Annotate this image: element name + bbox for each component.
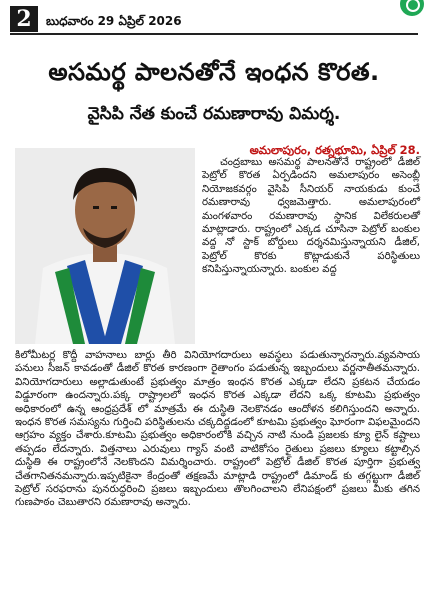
header-divider	[10, 33, 418, 35]
article-paragraph: కిలోమీటర్ల కొద్దీ వాహనాలు బార్లు తీరి వినియోగదారులు అవస్థలు పడుతున్నారన్నారు.వ్యవసాయ పనులు సీజన్ కావడంతో డీజిల్ కొరత కారణంగా రైతాంగం పడుతున్న ఇబ్బందులు వర్ణనాతీతమన్నారు. వినియోగదారులు అల్లాడుతుంటే ప్రభుత్వం మాత్రం ఇంధన కొరత ఎక్కడా లేదని ప్రకటన చేయడం విడ్డూరంగా ఉందన్నారు.పక్క రాష్ట్రాలలో ఇంధన కొరత ఎక్కడా లేదని ఒక్క కూటమి ప్రభుత్వం అధికారంలో ఉన్న ఆంధ్రప్రదేశ్ లో మాత్రమే ఈ దుస్థితి నెలకొనడం ఆందోళన కలిగిస్తుందని అన్నారు. ఇంధన కొరత సమస్యను గుర్తించి పరిస్థితులను చక్కదిద్దడంలో కూటమి ప్రభుత్వం ఘోరంగా విఫలమైందని ఆగ్రహం వ్యక్తం చేశారు.కూటమి ప్రభుత్వం అధికారంలోకి వచ్చిన నాటి నుండి ప్రజలకు క్యూ లైన్ కష్టాలు తప్పడం లేదన్నారు. విత్తనాలు ఎరువులు గ్యాస్ వంటి వాటికోసం రైతులు ప్రజలు క్యూలు కట్టాల్సిన దుస్థితి ఈ రాష్ట్రంలోనే నెలకొందని విమర్శించారు. రాష్ట్రంలో పెట్రోల్ డీజిల్ కొరత పూర్తిగా ప్రభుత్వ చేతగానితనమన్నారు.ఇప్పటికైనా కేంద్రంతో తక్షణమే మాట్లాడి రాష్ట్రంలో డిమాండ్ కు తగ్గట్టుగా డీజిల్ పెట్రోల్ సరఫరాను పునరుద్ధరించి ప్రజలు ఇబ్బందులు తొలగించాలని లేనిపక్షంలో ప్రజలు మీకు తగిన గుణపాఠం చెబుతారని రమణారావు అన్నారు.	[15, 350, 420, 509]
article-subheadline: వైసిపి నేత కుంచే రమణారావు విమర్శ.	[87, 104, 341, 124]
article-paragraph: చంద్రబాబు అసమర్థ పాలనతోనే రాష్ట్రంలో డీజిల్ పెట్రోల్ కొరత ఏర్పడిందని అమలాపురం అసెంబ్లీ నియోజకవర్గం వైసిపి సీనియర్ నాయకుడు కుంచే రమణారావు ధ్వజమెత్తారు. అమలాపురంలో మంగళవారం రమణారావు స్థానిక విలేకరులతో మాట్లాడారు. రాష్ట్రంలో ఎక్కడ చూసినా పెట్రోల్ బంకుల వద్ద నో స్టాక్ బోర్డులు దర్శనమిస్తున్నాయని డీజిల్, పెట్రోల్ కొరకు కొట్లాడుకునే పరిస్థితులు కనిపిస్తున్నాయన్నారు. బంకుల వద్ద	[202, 157, 420, 276]
page-number: 2	[10, 6, 38, 32]
article-headline: అసమర్థ పాలనతోనే ఇంధన కొరత.	[48, 58, 380, 86]
portrait-illustration	[15, 148, 195, 344]
page-header	[0, 0, 428, 34]
article-body-full	[15, 349, 420, 510]
issue-date: బుధవారం 29 ఏప్రిల్ 2026	[46, 14, 182, 28]
person-photo	[15, 148, 195, 344]
whatsapp-icon[interactable]	[400, 0, 424, 16]
article-dateline: అమలాపురం, రత్నభూమి, ఏప్రిల్ 28.	[249, 143, 420, 157]
article-body-column	[202, 156, 420, 277]
